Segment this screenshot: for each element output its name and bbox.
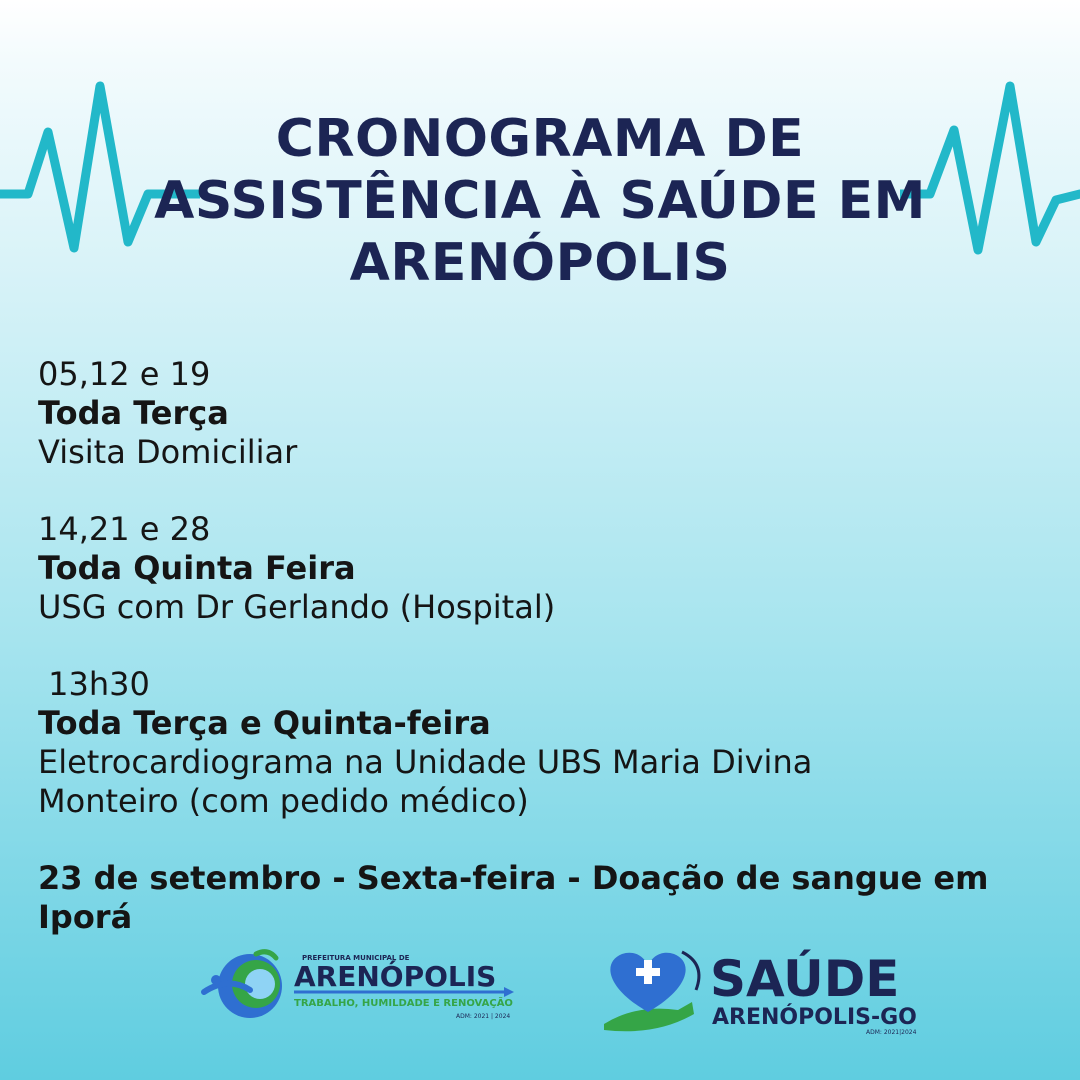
- schedule-item: [38, 355, 1048, 472]
- heart-cross-emblem-icon: [604, 952, 699, 1031]
- schedule-dates: 05,12 e 19: [38, 355, 211, 393]
- title-line-1: CRONOGRAMA DE: [275, 109, 805, 169]
- schedule-activity-continued: Monteiro (com pedido médico): [38, 782, 529, 820]
- event-line-1: 23 de setembro - Sexta-feira - Doação de sangue em: [38, 859, 989, 897]
- schedule-item: [38, 665, 1048, 821]
- schedule-day: Toda Terça e Quinta-feira: [38, 704, 491, 742]
- schedule-list: [38, 355, 1048, 937]
- schedule-activity: Eletrocardiograma na Unidade UBS Maria Divina: [38, 743, 813, 781]
- title-line-3: ARENÓPOLIS: [349, 233, 731, 293]
- saude-logo: [596, 944, 926, 1036]
- schedule-day: Toda Quinta Feira: [38, 549, 356, 587]
- saude-city-text: ARENÓPOLIS-GO: [712, 1005, 917, 1030]
- saude-name-text: SAÚDE: [710, 950, 900, 1008]
- event-line-2: Iporá: [38, 898, 133, 936]
- saude-adm-text: ADM: 2021|2024: [866, 1029, 917, 1036]
- blood-donation-event: [38, 859, 1048, 937]
- schedule-activity: Visita Domiciliar: [38, 433, 298, 471]
- prefeitura-logo: [198, 946, 518, 1028]
- prefeitura-adm-text: ADM: 2021 | 2024: [456, 1013, 511, 1020]
- schedule-time: 13h30: [38, 665, 150, 703]
- prefeitura-slogan-text: TRABALHO, HUMILDADE E RENOVAÇÃO: [294, 998, 513, 1009]
- title-line-2: ASSISTÊNCIA À SAÚDE EM: [154, 171, 926, 231]
- schedule-dates: 14,21 e 28: [38, 510, 211, 548]
- prefeitura-emblem-icon: [204, 952, 282, 1018]
- prefeitura-top-text: PREFEITURA MUNICIPAL DE: [302, 954, 410, 962]
- schedule-day: Toda Terça: [38, 394, 229, 432]
- prefeitura-name-text: ARENÓPOLIS: [294, 960, 497, 993]
- schedule-activity: USG com Dr Gerlando (Hospital): [38, 588, 556, 626]
- page-title: [0, 108, 1080, 294]
- schedule-item: [38, 510, 1048, 627]
